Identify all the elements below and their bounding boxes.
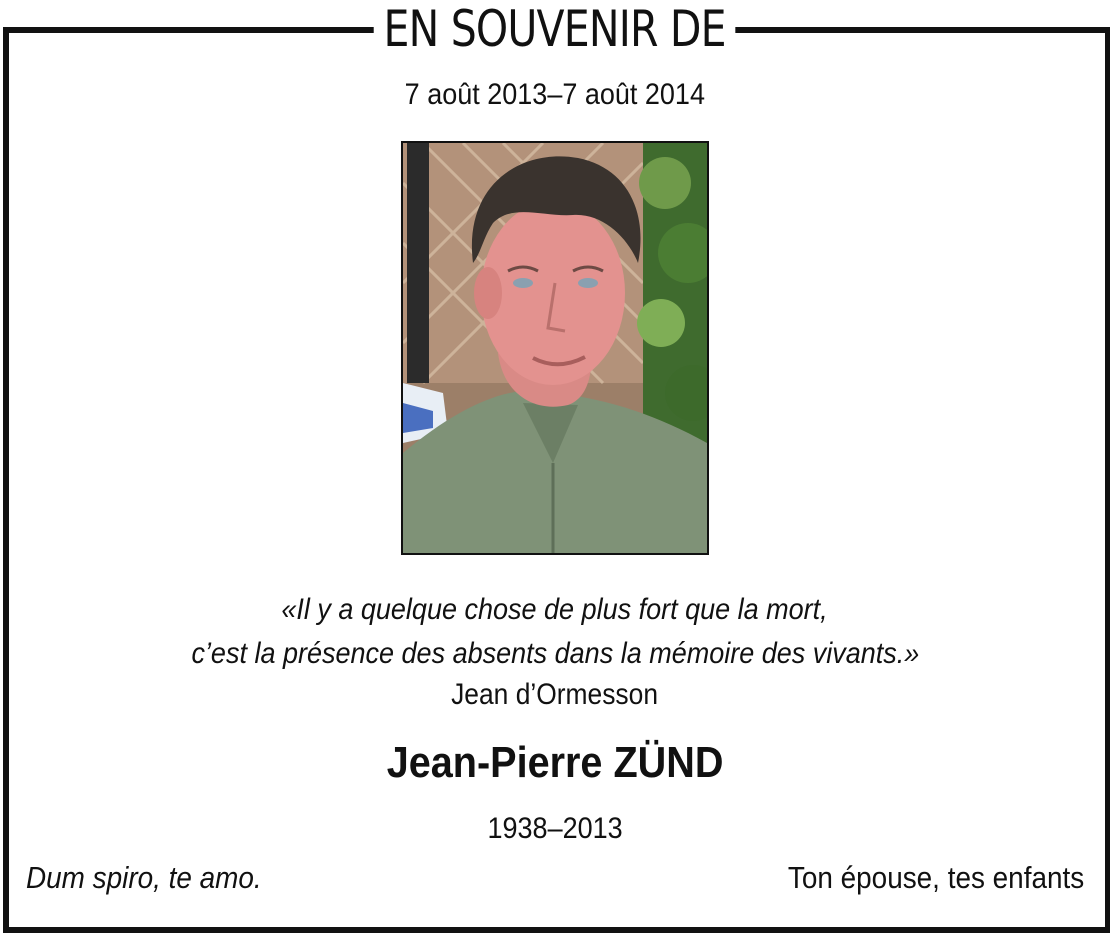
quote-author-text: Jean d’Ormesson bbox=[451, 678, 659, 711]
motto bbox=[26, 860, 288, 896]
life-years-text: 1938–2013 bbox=[487, 812, 623, 845]
portrait-image bbox=[403, 143, 707, 553]
memorial-dates bbox=[0, 78, 1110, 112]
memorial-dates-text: 7 août 2013–7 août 2014 bbox=[404, 78, 706, 111]
quote-line-1 bbox=[0, 593, 1110, 627]
portrait-photo bbox=[401, 141, 709, 555]
notice-heading-wrap bbox=[0, 0, 1110, 58]
signature bbox=[755, 860, 1084, 896]
life-years bbox=[0, 812, 1110, 846]
quote-line-1-text: «Il y a quelque chose de plus fort que la mort, bbox=[281, 593, 829, 626]
signature-text: Ton épouse, tes enfants bbox=[787, 860, 1084, 895]
deceased-name-text: Jean-Pierre ZÜND bbox=[386, 738, 724, 787]
quote-line-2-text: c’est la présence des absents dans la mémoire des vivants.» bbox=[191, 637, 919, 670]
quote-line-2 bbox=[0, 637, 1110, 671]
notice-heading: EN SOUVENIR DE bbox=[374, 4, 736, 54]
motto-text: Dum spiro, te amo. bbox=[26, 860, 262, 895]
quote-author bbox=[0, 678, 1110, 712]
deceased-name bbox=[0, 738, 1110, 788]
